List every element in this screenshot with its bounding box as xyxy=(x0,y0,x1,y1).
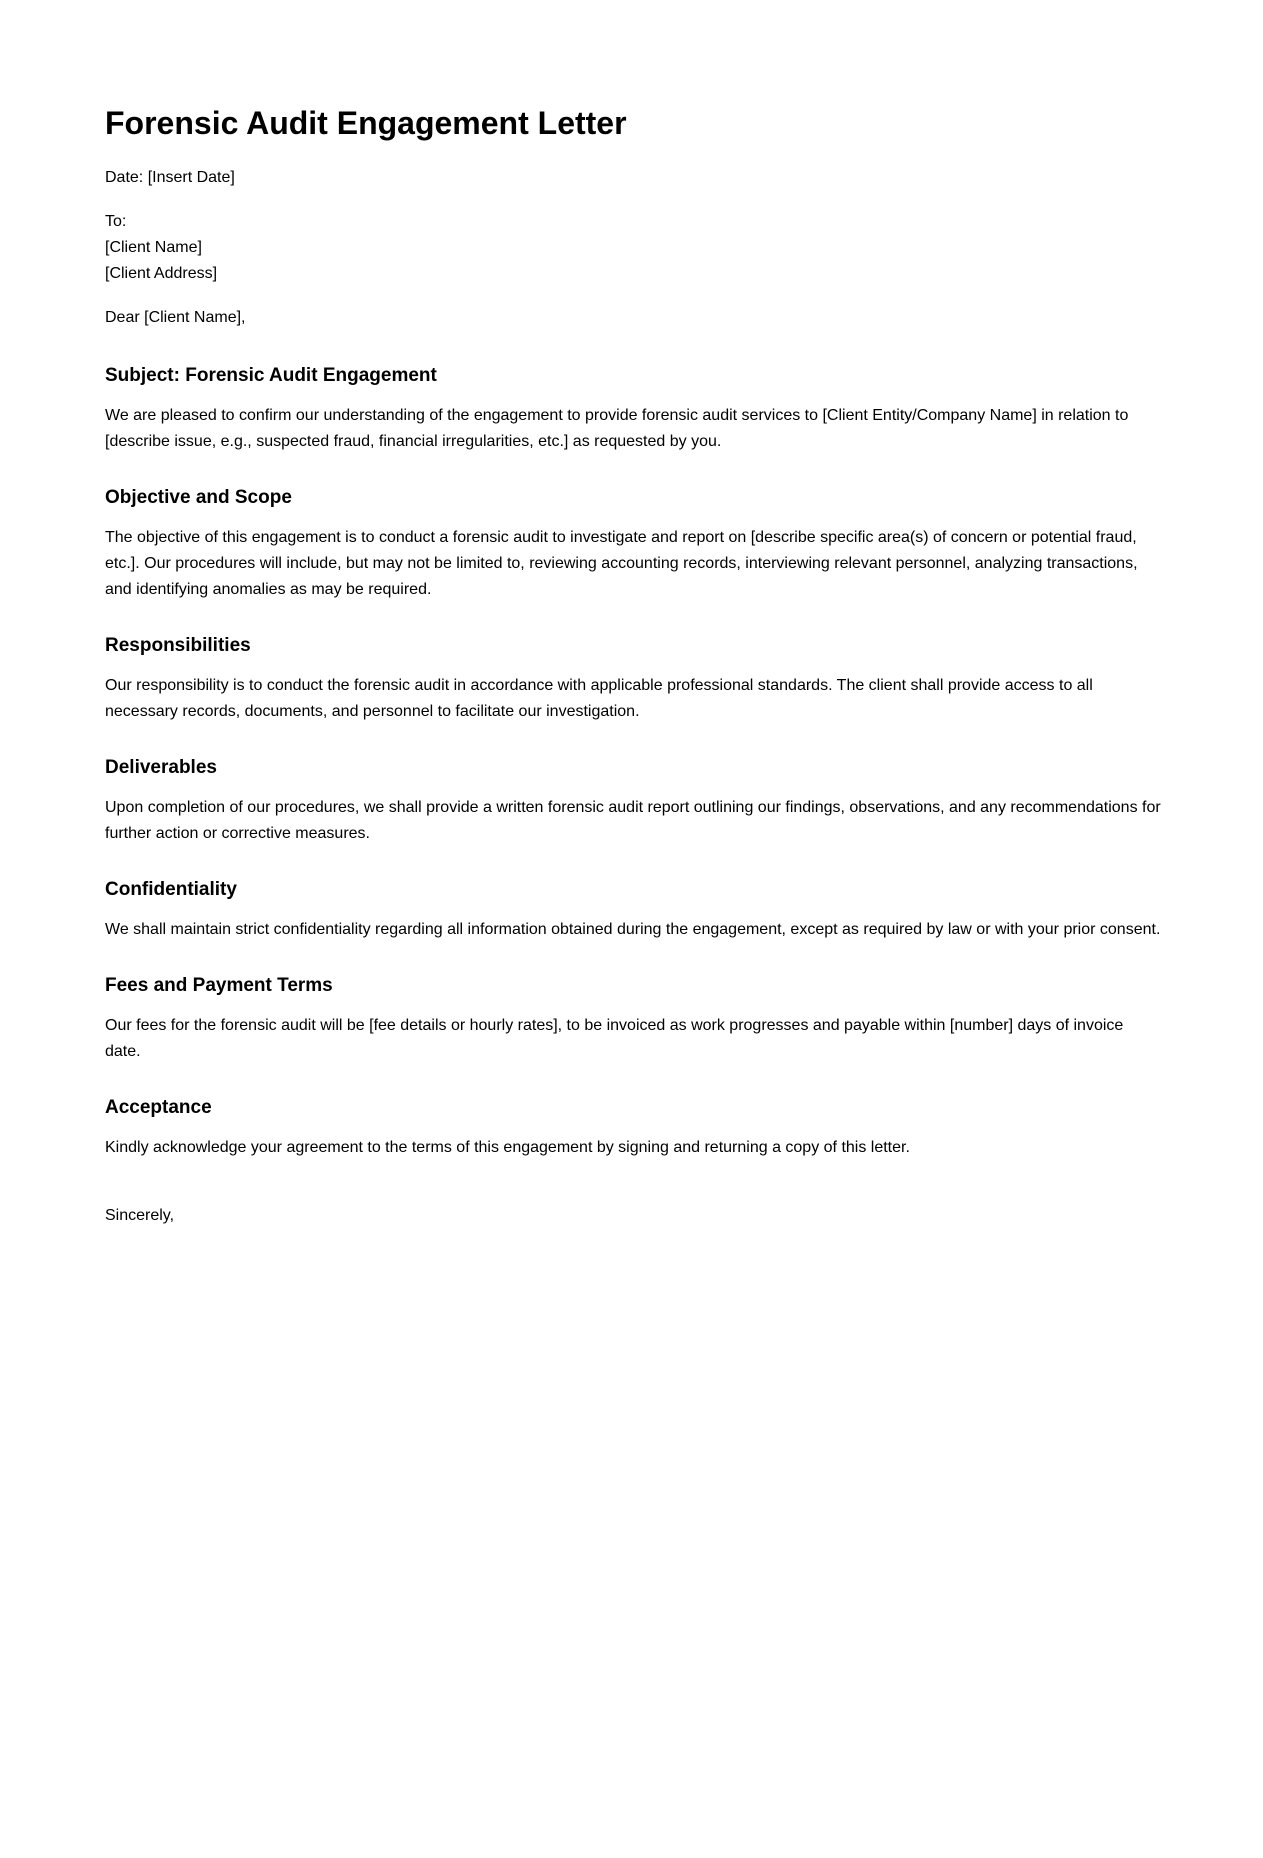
recipient-client-name: [Client Name] xyxy=(105,239,202,257)
section-body-responsibilities: Our responsibility is to conduct the forensic audit in accordance with applicable professional standards. The client shall provide access to all necessary records, documents, and personnel to facilitate our investigation. xyxy=(105,677,1093,721)
salutation: Dear [Client Name], xyxy=(105,309,246,327)
recipient-to-label: To: xyxy=(105,213,127,231)
date-line: Date: [Insert Date] xyxy=(105,169,235,187)
intro-paragraph: We are pleased to confirm our understanding of the engagement to provide forensic audit services to [Client Entity/Company Name] in relation to [describe issue, e.g., suspected fraud, financial irregularities, etc.] as requested by you. xyxy=(105,407,1129,451)
closing-line: Sincerely, xyxy=(105,1207,175,1225)
section-body-deliverables: Upon completion of our procedures, we shall provide a written forensic audit report outlining our findings, observations, and any recommendations for further action or corrective measures. xyxy=(105,799,1161,843)
subject-heading: Subject: Forensic Audit Engagement xyxy=(105,365,437,387)
section-body-objective-scope: The objective of this engagement is to conduct a forensic audit to investigate and report on [describe specific area(s) of concern or potential fraud, etc.]. Our procedures will include, but may not be limited to, reviewing accounting records, interviewing relevant personnel, analyzing transactions, and identifying anomalies as may be required. xyxy=(105,529,1138,599)
section-heading-confidentiality: Confidentiality xyxy=(105,879,237,901)
section-heading-deliverables: Deliverables xyxy=(105,757,217,779)
section-body-acceptance: Kindly acknowledge your agreement to the terms of this engagement by signing and returning a copy of this letter. xyxy=(105,1139,910,1157)
section-body-fees-payment: Our fees for the forensic audit will be [fee details or hourly rates], to be invoiced as work progresses and payable within [number] days of invoice date. xyxy=(105,1017,1124,1061)
section-body-confidentiality: We shall maintain strict confidentiality regarding all information obtained during the engagement, except as required by law or with your prior consent. xyxy=(105,921,1161,939)
recipient-client-address: [Client Address] xyxy=(105,265,218,283)
document-title: Forensic Audit Engagement Letter xyxy=(105,105,627,141)
section-heading-objective-scope: Objective and Scope xyxy=(105,487,292,509)
section-heading-acceptance: Acceptance xyxy=(105,1097,212,1119)
section-heading-responsibilities: Responsibilities xyxy=(105,635,251,657)
section-heading-fees-payment: Fees and Payment Terms xyxy=(105,975,333,997)
recipient-block xyxy=(105,209,1163,287)
